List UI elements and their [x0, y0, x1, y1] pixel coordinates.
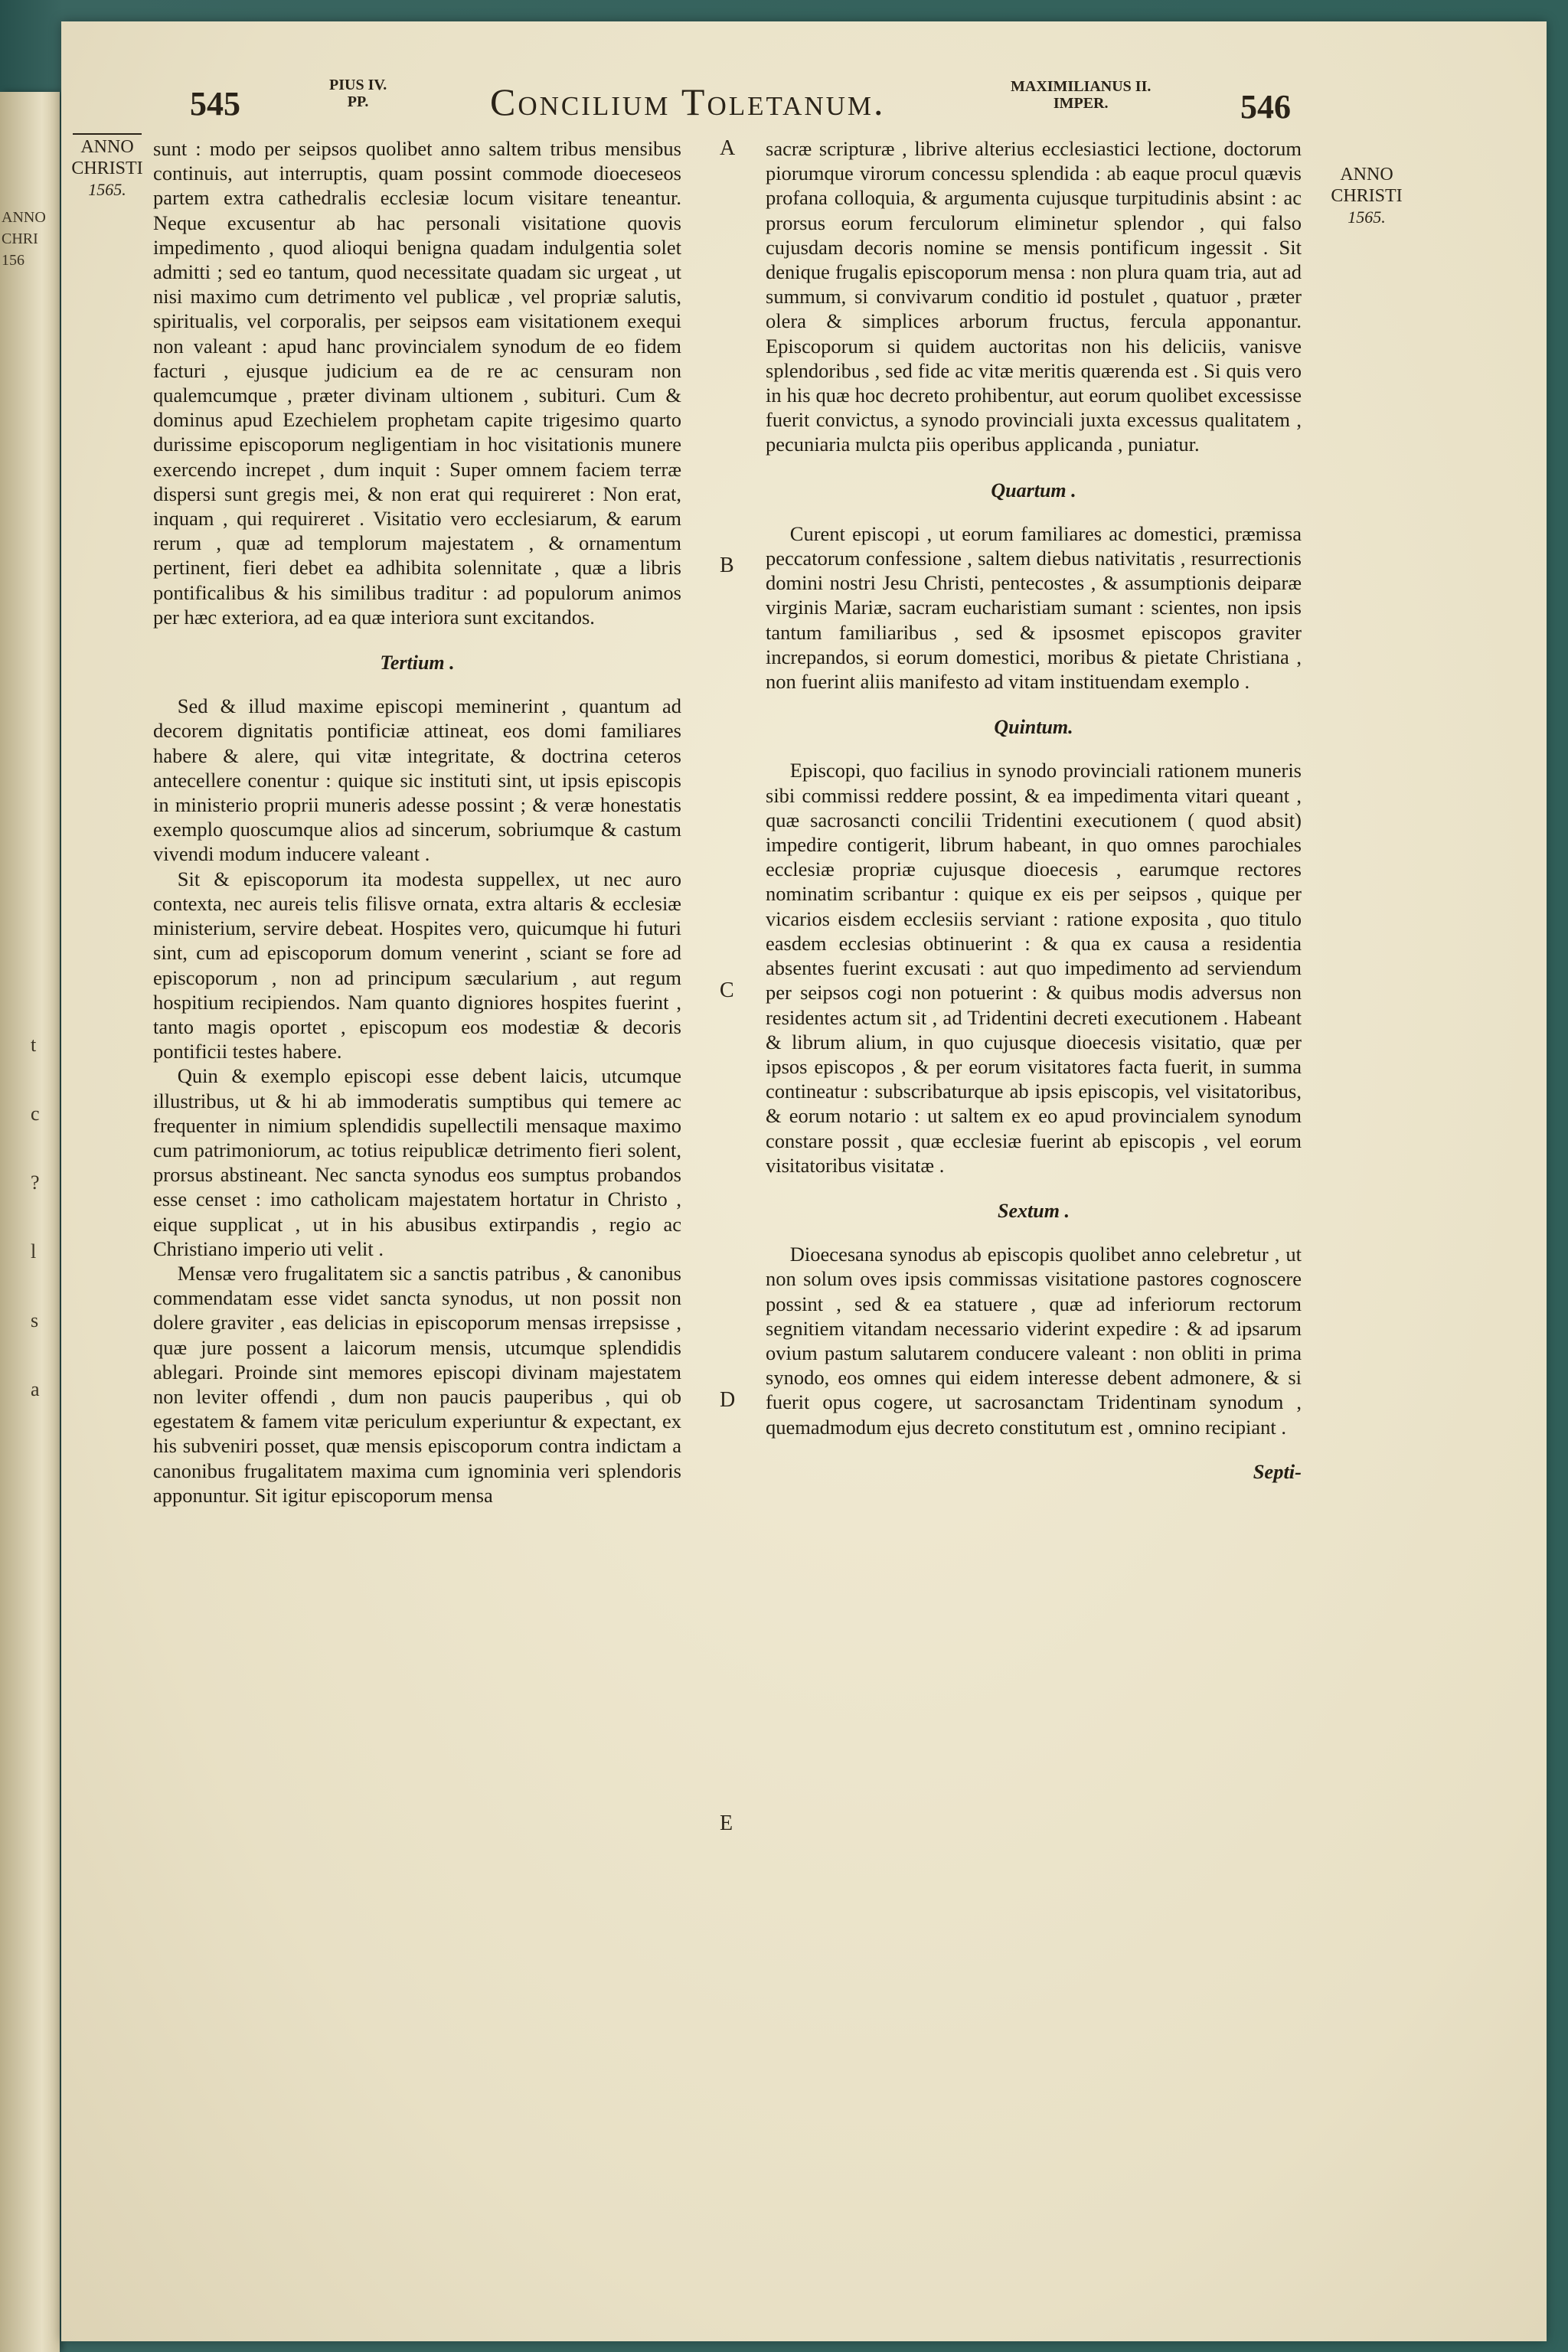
paragraph: Mensæ vero frugalitatem sic a sanctis patribus , & canonibus commendatam esse videt sancta synodus, ut non possit non dolere graviter , eas delicias in episcoporum mensas irrepsisse , quæ jure possent a laicorum mensis, utcumque splendidis ablegari. Proinde sint memores episcopi divinam majestatem non leviter offendi , dum non paucis pauperibus , qui ob egestatem & famem vitæ periculum experiuntur & expectant, ex his subveniri posset, quæ mensis episcoporum contra indictam a canonibus frugalitatem maxima cum ignominia veri splendoris apponuntur. Sit igitur episcoporum mensa — [153, 1261, 681, 1507]
margin-year: 1565. — [88, 180, 126, 199]
header-emperor: MAXIMILIANUS II. IMPER. — [1011, 78, 1152, 112]
paragraph: sacræ scripturæ , librive alterius ecclesiastici lectione, doctorum piorumque virorum concessu splendida : ab eaque procul quævis profana colloquia, & argumenta cujusque turpitudinis absint : ac prorsus eorum ferculorum eliminetur splendor , qui falso cujusdam decoris nomine se mensis pontificum ingessit . Sit denique frugalis episcoporum mensa : non plura quam tria, aut ad summum, si convivarum conditio id postulet , quatuor , præter olera & simplices arborum fructus, fercula apponantur. Episcoporum si quidem auctoritas non his deliciis, vanisve splendoribus , sed fide ac vitæ meritis quærenda est . Si quis vero in his quæ hoc decreto prohibentur, aut eorum quolibet excessisse fuerit convictus, a synodo provinciali juxta excessus qualitatem , pecuniaria mulcta piis operibus applicanda , puniatur. — [766, 137, 1302, 456]
paragraph: Dioecesana synodus ab episcopis quolibet anno celebretur , ut non solum oves ipsis commissas visitatione pastores cognoscere possint , sed & ea statuere , quæ ad inferiorum rectorum segnitiem vitandam necessario viderint expedire : & ad ipsarum ovium pastum salutarem conducere valeant : non obliti in prima synodo, eos omnes qui eidem interesse debent admonere, & si fuerit opus cogere, ut sacrosanctam Tridentinam synodum , quemadmodum ejus decreto constitutum est , omnino recipiant . — [766, 1243, 1302, 1439]
margin-christi: CHRISTI — [71, 158, 143, 178]
margin-year: 1565. — [1348, 207, 1386, 227]
paragraph: sunt : modo per seipsos quolibet anno saltem tribus mensibus continuis, aut interruptis, quam possint commode dioeceseos partem extra cathedralis ecclesiæ locum visitare teneantur. Neque excusentur ab hac personali visitatione quovis impedimento , quod alioqui benigna quadam indulgentia solet admitti ; sed eo tantum, quod necessitate quadam sic urgeat , ut nisi maximo cum detrimento vel publicæ , vel propriæ salutis, spiritualis, vel corporalis, per seipsos eam visitationem exequi non valeant : apud hanc provincialem synodum de eo fidem facturi , ejusque judicium ea de re ac censuram non qualemcumque , præter divinam ultionem , subituri. Cum & dominus apud Ezechielem prophetam capite trigesimo quarto durissime episcoporum negligentiam in hoc visitationis munere exercendo increpet , dum inquit : Super omnem faciem terræ dispersi sunt gregis mei, & non erat qui requireret : Non erat, inquam , qui requireret . Visitatio vero ecclesiarum, & earum rerum , quæ ad templorum majestatem , & ornamentum pertinent, fieri debet ea adhibita solennitate , quæ a libris pontificalibus & his similibus traditur : ad populorum animos per hæc exteriora, ad ea quæ interiora sunt excitandos. — [153, 137, 681, 629]
page-number-left: 545 — [190, 85, 240, 122]
previous-page-letters: t c ? l s a — [31, 1034, 40, 1400]
page-title: Concilium Toletanum. — [490, 80, 886, 123]
section-heading: Quintum. — [994, 716, 1073, 739]
running-header — [61, 69, 1547, 130]
previous-page-margin-note: ANNO CHRI 156 — [2, 209, 46, 269]
paragraph: Sed & illud maxime episcopi meminerint , quantum ad decorem dignitatis pontificiæ attineat, eos domi familiares habere & alere, qui vitæ integritate, & doctrina ceteros antecellere conentur : quique sic instituti sint, ut ipsis episcopis in ministerio proprii muneris adesse possint ; & veræ honestatis exemplo quoscumque alios ad sincerum, sobriumque & castum vivendi modum inducere valeant . — [153, 694, 681, 866]
section-letter-a: A — [720, 136, 736, 160]
section-letter-c: C — [720, 978, 734, 1002]
text-column-right — [766, 136, 1302, 1484]
previous-page-edge — [0, 92, 60, 2352]
margin-anno: ANNO — [80, 137, 134, 157]
text-column-left — [153, 136, 681, 1508]
section-heading: Tertium . — [380, 652, 455, 675]
section-heading: Sextum . — [998, 1199, 1070, 1222]
paragraph: Episcopi, quo facilius in synodo provinciali rationem muneris sibi commissi reddere possint, & ea impedimenta vitari queant , quæ sacrosancti concilii Tridentini executionem ( quod absit) impedire contigerit, librum habeant, in quo omnes parochiales ecclesiæ propriæ cujusque dioecesis , earumque rectores nominatim scribantur : quique ex eis per seipsos , quique per vicarios eisdem ecclesiis serviant : ratione exposita , quo titulo easdem ecclesias obtinuerint : & qua ex causa a residentia absentes fuerint excusati : aut quo impedimento ad serviendum per seipsos cogi non potuerint : & quibus modis adversus non residentes actum sit , ad Tridentini decreti executionem . Habeant & librum alium, in quo cujusque dioecesis visitatio, quæ per ipsos episcopos , & per eorum visitatores facta fuerit, in summa contineatur : subscribaturque ab ipsis episcopis, vel visitatoribus, & eorum notario : ut saltem ex eo apud provincialem synodum constare possit , quæ ecclesiæ fuerint ab episcopis , vel eorum visitatoribus visitatæ . — [766, 759, 1302, 1177]
header-pope: PIUS IV. PP. — [329, 77, 387, 110]
margin-note-left — [61, 133, 153, 201]
book-page — [61, 21, 1547, 2341]
catchword: Septi- — [1253, 1459, 1302, 1483]
paragraph: Curent episcopi , ut eorum familiares ac domestici, præmissa peccatorum confessione , saltem diebus nativitatis , resurrectionis domini nostri Jesu Christi, pentecostes , & assumptionis deiparæ virginis Mariæ, sacram eucharistiam sumant : scientes, non ipsis tantum familiaribus , sed & ipsosmet episcopos graviter increpandos, si eorum domestici, moribus & pietate Christiana , non fuerint aliis manifesto ad vitam instituendam exemplo . — [766, 521, 1302, 694]
section-heading: Quartum . — [991, 479, 1076, 501]
paragraph: Quin & exemplo episcopi esse debent laicis, utcumque illustribus, ut & hi ab immoderatis sumptibus qui temere ac frequenter in nimium splendidis supellectili mensaque maximo cum patrimoniorum, ac totius reipublicæ detrimento fieri solent, prorsus abstineant. Nec sancta synodus eos sumptus probandos esse censet : imo catholicam majestatem hortatur in Christo , eique supplicat , ut in his abusibus extirpandis , regio ac Christiano imperio uti velit . — [153, 1064, 681, 1260]
paragraph: Sit & episcoporum ita modesta suppellex, ut nec auro contexta, nec aureis telis filisve ornata, extra altaris & ecclesiæ ministerium, servire debeat. Hospites vero, quicumque hi futuri sint, cum ad episcoporum domum venerint , sciant se fore ad episcoporum , non ad principum sæcularium , aut regum hospitium recipiendos. Nam quanto digniores hospites fuerint , tanto magis oportet , episcopum eos modestiæ & decoris pontificii testes habere. — [153, 867, 681, 1063]
section-letter-e: E — [720, 1811, 733, 1835]
margin-note-right — [1305, 164, 1428, 228]
page-number-right: 546 — [1240, 88, 1291, 126]
section-letter-d: D — [720, 1388, 736, 1412]
margin-anno: ANNO — [1340, 165, 1393, 185]
section-letter-b: B — [720, 554, 734, 577]
margin-christi: CHRISTI — [1331, 186, 1403, 206]
margin-rule — [73, 133, 142, 135]
